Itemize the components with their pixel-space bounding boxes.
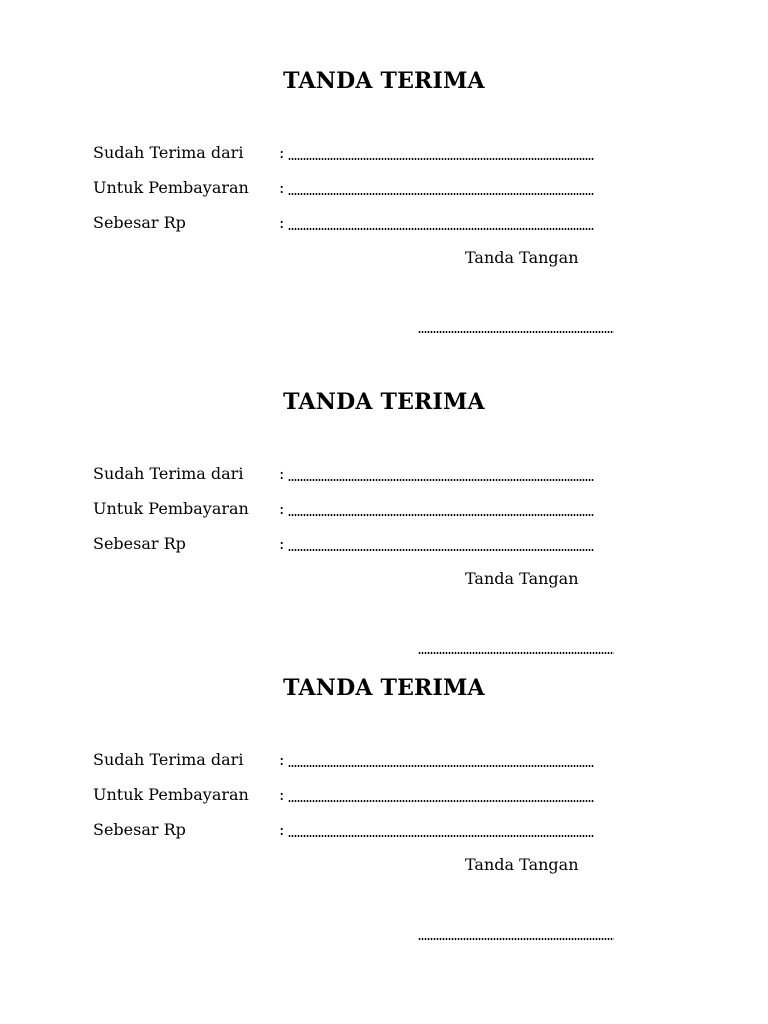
receipt-2 — [0, 321, 768, 621]
signature-label: Tanda Tangan — [465, 855, 579, 874]
field-label: Sebesar Rp — [93, 213, 186, 232]
receipt-1 — [0, 0, 768, 300]
fill-in-line[interactable] — [288, 800, 594, 802]
field-label: Sudah Terima dari — [93, 464, 244, 483]
field-label: Sebesar Rp — [93, 534, 186, 553]
receipt-title: TANDA TERIMA — [283, 389, 485, 415]
field-label: Untuk Pembayaran — [93, 499, 249, 518]
field-label: Sudah Terima dari — [93, 750, 244, 769]
fill-in-line[interactable] — [288, 835, 594, 837]
field-label: Untuk Pembayaran — [93, 178, 249, 197]
field-label: Untuk Pembayaran — [93, 785, 249, 804]
signature-label: Tanda Tangan — [465, 569, 579, 588]
field-separator: : — [279, 213, 285, 232]
fill-in-line[interactable] — [288, 193, 594, 195]
field-label: Sebesar Rp — [93, 820, 186, 839]
field-separator: : — [279, 534, 285, 553]
field-separator: : — [279, 820, 285, 839]
field-separator: : — [279, 143, 285, 162]
signature-line[interactable] — [418, 938, 614, 940]
fill-in-line[interactable] — [288, 765, 594, 767]
signature-label: Tanda Tangan — [465, 248, 579, 267]
fill-in-line[interactable] — [288, 158, 594, 160]
field-separator: : — [279, 750, 285, 769]
field-separator: : — [279, 785, 285, 804]
field-separator: : — [279, 464, 285, 483]
fill-in-line[interactable] — [288, 228, 594, 230]
field-label: Sudah Terima dari — [93, 143, 244, 162]
field-separator: : — [279, 499, 285, 518]
fill-in-line[interactable] — [288, 549, 594, 551]
receipt-3 — [0, 607, 768, 907]
receipt-title: TANDA TERIMA — [283, 675, 485, 701]
field-separator: : — [279, 178, 285, 197]
receipt-title: TANDA TERIMA — [283, 68, 485, 94]
fill-in-line[interactable] — [288, 479, 594, 481]
fill-in-line[interactable] — [288, 514, 594, 516]
